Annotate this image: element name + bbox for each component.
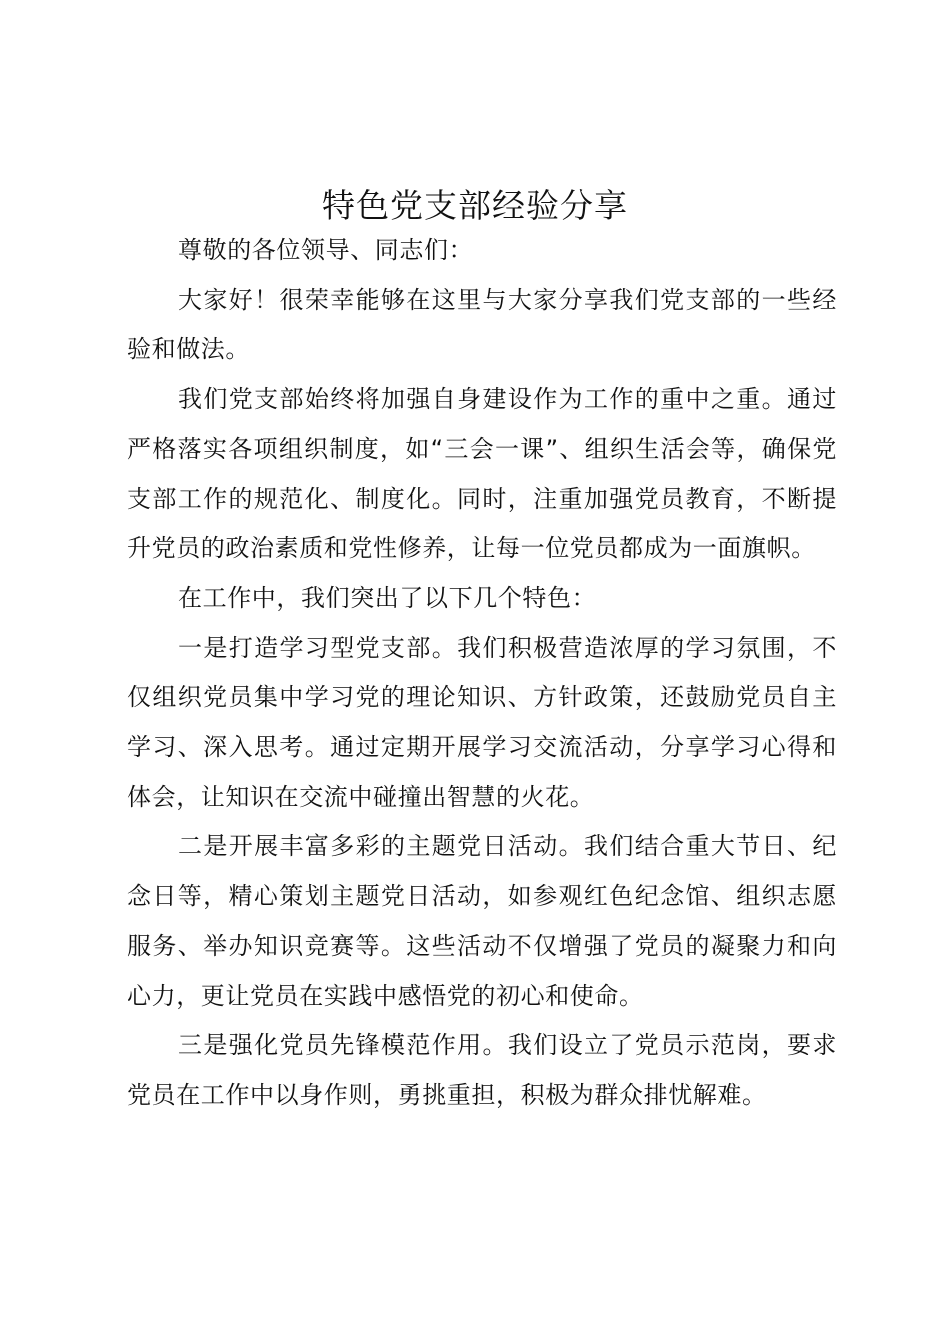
paragraph-features-intro: 在工作中，我们突出了以下几个特色： xyxy=(178,583,597,612)
paragraph-feature-one: 一是打造学习型党支部。我们积极营造浓厚的学习氛围，不仅组织党员集中学习党的理论知识、方针政策，还鼓励党员自主学习、深入思考。通过定期开展学习交流活动，分享学习心得和体会，让知识在交流中碰撞出智慧的火花。 xyxy=(127,633,837,811)
document-title: 特色党支部经验分享 xyxy=(322,186,628,225)
paragraph-feature-three: 三是强化党员先锋模范作用。我们设立了党员示范岗，要求党员在工作中以身作则，勇挑重担，积极为群众排忧解难。 xyxy=(127,1031,837,1109)
paragraph-feature-two: 二是开展丰富多彩的主题党日活动。我们结合重大节日、纪念日等，精心策划主题党日活动，如参观红色纪念馆、组织志愿服务、举办知识竞赛等。这些活动不仅增强了党员的凝聚力和向心力，更让党员在实践中感悟党的初心和使命。 xyxy=(127,832,837,1010)
paragraph-self-building: 我们党支部始终将加强自身建设作为工作的重中之重。通过严格落实各项组织制度，如“三会一课”、组织生活会等，确保党支部工作的规范化、制度化。同时，注重加强党员教育，不断提升党员的政治素质和党性修养，让每一位党员都成为一面旗帜。 xyxy=(127,385,837,563)
paragraph-salutation: 尊敬的各位领导、同志们： xyxy=(178,236,474,264)
document-body xyxy=(127,226,837,1121)
paragraph-greeting: 大家好！很荣幸能够在这里与大家分享我们党支部的一些经验和做法。 xyxy=(127,285,837,364)
